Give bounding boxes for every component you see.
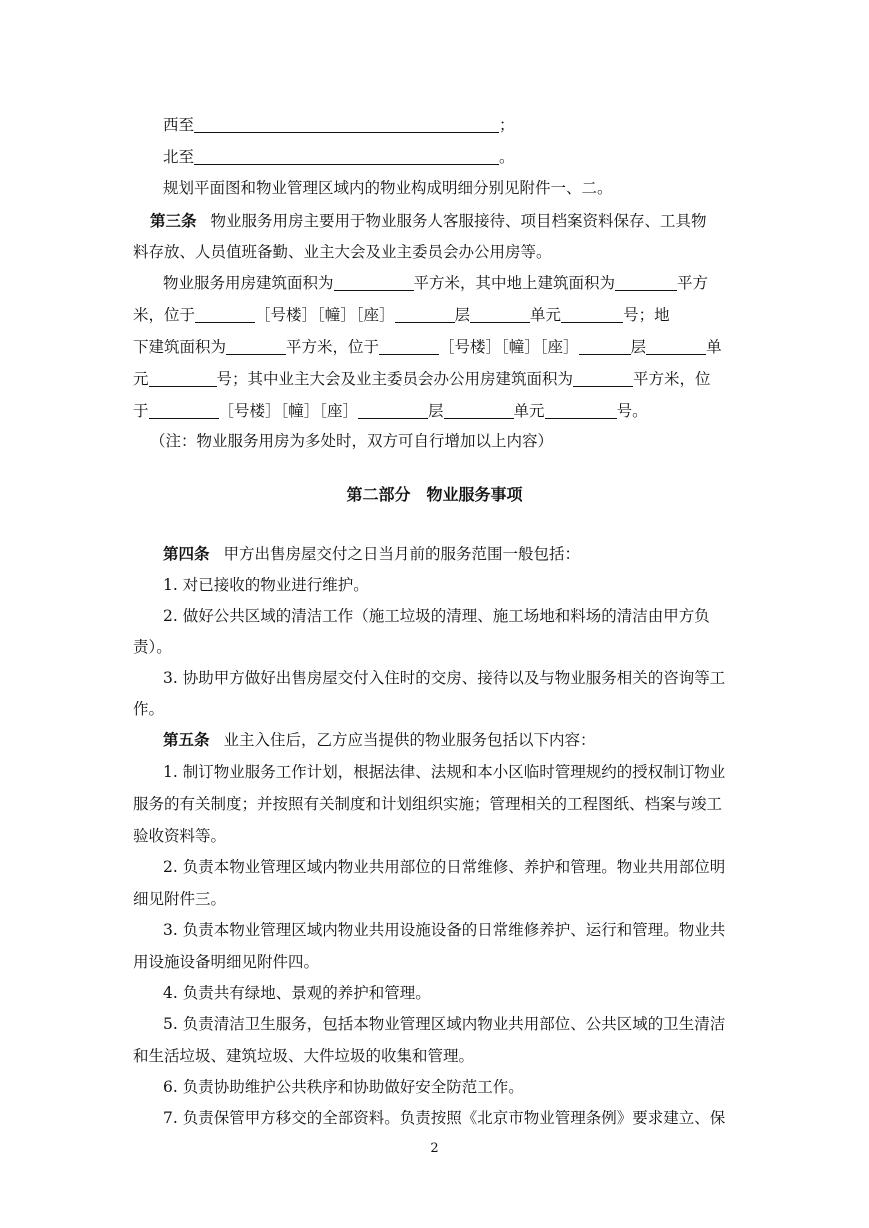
- article-3-line1: [150, 211, 738, 231]
- article-4-line1: 第四条 甲方出售房屋交付之日当月前的服务范围一般包括：: [163, 544, 581, 563]
- west-label: 西至: [163, 116, 195, 134]
- area-line2: 米，位于 ［号楼］［幢］［座］ 层 单元 号；地: [133, 306, 670, 324]
- area-line5: 于 ［号楼］［幢］［座］ 层 单元 号。: [133, 402, 648, 420]
- article-5-line1: 第五条 业主入住后，乙方应当提供的物业服务包括以下内容：: [163, 730, 596, 749]
- list-item: 3. 负责本物业管理区域内物业共用设施设备的日常维修养护、运行和管理。物业共: [163, 921, 726, 939]
- list-item-cont: 服务的有关制度；并按照有关制度和计划组织实施；管理相关的工程图纸、档案与竣工: [133, 795, 723, 813]
- boundary-west-line: [163, 115, 738, 135]
- area-line1: 物业服务用房建筑面积为 平方米，其中地上建筑面积为 平方: [163, 274, 709, 292]
- list-item-cont: 细见附件三。: [133, 890, 227, 908]
- list-item: 2. 做好公共区域的清洁工作（施工垃圾的清理、施工场地和料场的清洁由甲方负: [163, 607, 710, 625]
- article-heading: 第三条: [150, 211, 197, 230]
- section-title: 第二部分 物业服务事项: [346, 485, 523, 504]
- area-line4: 元 号；其中业主大会及业主委员会办公用房建筑面积为 平方米，位: [133, 370, 711, 388]
- north-label: 北至: [163, 148, 195, 166]
- blank-field: [194, 117, 499, 133]
- list-item: 4. 负责共有绿地、景观的养护和管理。: [163, 984, 431, 1002]
- list-item-cont: 责）。: [133, 638, 172, 656]
- punct: ；: [499, 116, 515, 134]
- area-line3: 下建筑面积为 平方米，位于 ［号楼］［幢］［座］ 层 单: [133, 338, 722, 356]
- plan-note: 规划平面图和物业管理区域内的物业构成明细分别见附件一、二。: [163, 179, 613, 197]
- list-item-cont: 作。: [133, 700, 165, 718]
- list-item: 5. 负责清洁卫生服务，包括本物业管理区域内物业共用部位、公共区域的卫生清洁: [163, 1015, 726, 1033]
- blank-field: [194, 149, 499, 165]
- area-note: （注：物业服务用房为多处时，双方可自行增加以上内容）: [150, 432, 554, 450]
- article-3-line2: 料存放、人员值班备勤、业主大会及业主委员会办公用房等。: [133, 243, 552, 261]
- page-number: 2: [430, 1141, 439, 1156]
- list-item: 1. 制订物业服务工作计划，根据法律、法规和本小区临时管理规约的授权制订物业: [163, 763, 726, 781]
- list-item: 2. 负责本物业管理区域内物业共用部位的日常维修、养护和管理。物业共用部位明: [163, 858, 726, 876]
- list-item: 7. 负责保管甲方移交的全部资料。负责按照《北京市物业管理条例》要求建立、保: [163, 1109, 726, 1127]
- list-item-cont: 用设施设备明细见附件四。: [133, 953, 320, 971]
- list-item: 1. 对已接收的物业进行维护。: [163, 576, 369, 594]
- list-item-cont: 和生活垃圾、建筑垃圾、大件垃圾的收集和管理。: [133, 1047, 475, 1065]
- article-text: 物业服务用房主要用于物业服务人客服接待、项目档案资料保存、工具物: [210, 212, 707, 230]
- list-item: 6. 负责协助维护公共秩序和协助做好安全防范工作。: [163, 1078, 524, 1096]
- list-item-cont: 验收资料等。: [133, 827, 227, 845]
- list-item: 3. 协助甲方做好出售房屋交付入住时的交房、接待以及与物业服务相关的咨询等工: [163, 669, 726, 687]
- boundary-north-line: [163, 147, 738, 167]
- punct: 。: [499, 148, 515, 166]
